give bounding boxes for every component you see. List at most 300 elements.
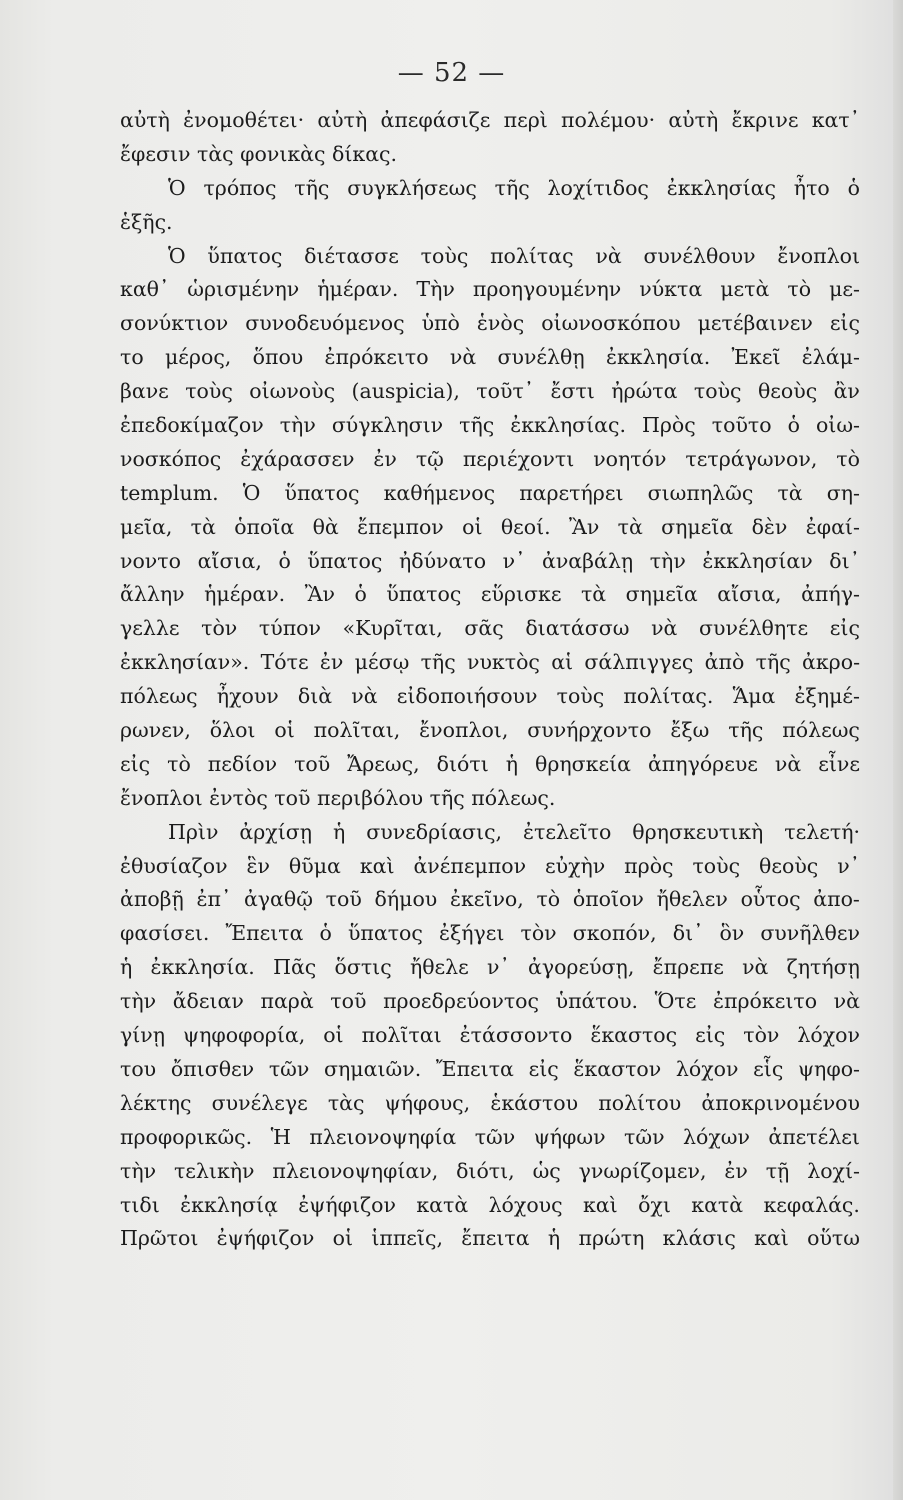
word: ἡμέραν. <box>317 277 399 302</box>
word: τὸν <box>201 616 238 641</box>
word: οὕτω <box>807 1226 860 1251</box>
word: γνωρίζομεν, <box>578 1158 707 1183</box>
word: σονύκτιον <box>120 311 229 336</box>
word: πρώτη <box>578 1226 645 1251</box>
word: Τὴν <box>416 277 455 302</box>
word: ἀπο- <box>813 887 860 912</box>
word: ψηφοφορία, <box>183 1023 306 1048</box>
word: αἱ <box>551 650 574 675</box>
word: ἐλάμ- <box>801 345 860 370</box>
word: ὡρισμένην <box>187 277 300 302</box>
word: περιέχοντι <box>462 446 575 471</box>
text-line <box>120 1019 860 1053</box>
word: ὅστις <box>334 955 392 980</box>
text-line <box>120 680 860 714</box>
word: τὸ <box>787 277 812 302</box>
word: σημεῖα <box>661 514 734 539</box>
text-line <box>120 714 860 748</box>
word: ἐκκλησίας <box>666 175 776 200</box>
word: εἰς <box>829 616 860 641</box>
text-line <box>120 273 860 307</box>
word: τοῦ <box>330 989 367 1014</box>
word: τὰ <box>580 582 607 607</box>
word: ψηφο- <box>797 1056 860 1081</box>
text-line <box>120 206 860 240</box>
word: ἡ <box>332 819 346 844</box>
word: τὴν <box>279 413 316 438</box>
word: τοῦ <box>294 751 331 776</box>
word: ὁ <box>847 175 860 200</box>
word: ψήφων <box>533 1124 606 1149</box>
word: Ὁ <box>168 243 186 268</box>
word: ἤθελεν <box>656 887 728 912</box>
word: νοητόν <box>593 446 667 471</box>
word: ἀγαθῷ <box>243 887 313 912</box>
word: ἐπρόκειτο <box>713 989 818 1014</box>
page-number: — 52 — <box>397 58 506 88</box>
word: ἐκεῖνο, <box>449 887 524 912</box>
text-line <box>120 443 860 477</box>
word: ψήφους, <box>384 1090 471 1115</box>
word: Ἄρεως, <box>347 751 420 776</box>
word: πολίτου <box>598 1090 682 1115</box>
word: τῆς <box>420 650 456 675</box>
word: τὴν <box>649 548 686 573</box>
word: με- <box>829 277 860 302</box>
line-text: ἔνοπλοι ἐντὸς τοῦ περιβόλου τῆς πόλεως. <box>120 785 556 810</box>
word: τῆς <box>294 175 330 200</box>
word: ἐκκλησίας. <box>510 413 626 438</box>
word: τῷ <box>415 446 444 471</box>
word: τοὺς <box>556 684 605 709</box>
word: ἀπετέλει <box>768 1124 860 1149</box>
word: κατὰ <box>691 1192 744 1217</box>
word: ὅπου <box>252 345 304 370</box>
word: ὁ <box>787 413 800 438</box>
word: ἐκκλησίαν <box>702 548 813 573</box>
word: ἦτο <box>793 175 830 200</box>
text-line <box>120 511 860 545</box>
word: Πᾶς <box>273 955 317 980</box>
word: σάλπιγγες <box>584 650 694 675</box>
word: τὸ <box>836 446 860 471</box>
word: Ὁ <box>168 175 186 200</box>
word: ὕπατος <box>307 548 383 573</box>
word: λοχί- <box>807 1158 860 1183</box>
word: γελλε <box>120 616 180 641</box>
word: ἐκκλησία. <box>150 955 255 980</box>
word: λόχους <box>488 1192 563 1217</box>
word: πλειονοψηφία <box>309 1124 457 1149</box>
word: πολῖται <box>361 1023 442 1048</box>
word: τὰ <box>777 480 803 505</box>
word: ν᾽ <box>487 955 510 980</box>
word: πολῖται, <box>313 718 401 743</box>
word: διὰ <box>297 684 333 709</box>
word: ἔκρινε <box>731 108 799 132</box>
word: «Κυρῖται, <box>342 616 443 641</box>
word: νυκτὸς <box>467 650 540 675</box>
word: τῶν <box>268 1056 310 1081</box>
word: ἐτάσσοντο <box>459 1023 573 1048</box>
word: ὑπὸ <box>421 311 460 336</box>
word: πόλεως <box>782 718 860 743</box>
line-text: ἑξῆς. <box>120 209 173 234</box>
word: κλάσις <box>662 1226 736 1251</box>
word: μετὰ <box>720 277 770 302</box>
word: ὁποῖα <box>234 514 295 539</box>
word: εἶνε <box>818 751 860 776</box>
word: τῇ <box>765 1158 790 1183</box>
word: διότι, <box>456 1158 515 1183</box>
word: διότι <box>436 751 489 776</box>
text-line <box>120 816 860 850</box>
word: Ἂν <box>304 582 335 607</box>
text-line <box>120 748 860 782</box>
word: μέσῳ <box>354 650 410 675</box>
word: καὶ <box>754 1226 789 1251</box>
word: ἔπειτα <box>461 1226 530 1251</box>
word: ὁ <box>354 582 367 607</box>
word: τὴν <box>120 989 157 1014</box>
word: κατ᾽ <box>811 108 860 132</box>
word: Πρὶν <box>168 819 219 844</box>
word: νοντο <box>120 548 181 573</box>
word: ἠδύνατο <box>398 548 487 573</box>
word: μέρος, <box>164 345 232 370</box>
word: σημεῖα <box>625 582 698 607</box>
word: ἐπεδοκίμαζον <box>120 413 264 438</box>
word: νὰ <box>351 684 378 709</box>
word: θεοὺς <box>757 379 818 404</box>
word: πολέμου· <box>561 108 656 132</box>
word: ὕπατος <box>386 582 462 607</box>
word: οἰω- <box>815 413 860 438</box>
word: συνέλεγε <box>211 1090 308 1115</box>
word: Ἔπειτα <box>225 921 304 946</box>
word: καθ᾽ <box>120 277 170 302</box>
word: λόχον <box>797 1023 860 1048</box>
word: Πρῶτοι <box>120 1226 199 1251</box>
word: παρὰ <box>260 989 314 1014</box>
word: ἐπρόκειτο <box>324 345 429 370</box>
word: Ἐκεῖ <box>731 345 781 370</box>
word: δι᾽ <box>672 921 704 946</box>
word: λέκτης <box>120 1090 192 1115</box>
word: ἦχουν <box>216 684 279 709</box>
word: ἓν <box>246 853 270 878</box>
text-line <box>120 850 860 884</box>
text-line <box>120 375 860 409</box>
word: ἑκάστου <box>490 1090 579 1115</box>
word: ἕκαστος <box>590 1023 678 1048</box>
word: νὰ <box>774 751 802 776</box>
word: συγκλήσεως <box>347 175 477 200</box>
word: νύκτα <box>639 277 703 302</box>
text-line <box>120 1155 860 1189</box>
text-line <box>120 104 860 138</box>
word: ἀποκρινομένου <box>701 1090 860 1115</box>
text-line <box>120 341 860 375</box>
word: ὕπατος <box>347 921 423 946</box>
word: νὰ <box>742 955 769 980</box>
word: λοχίτιδος <box>547 175 649 200</box>
word: ἄδειαν <box>172 989 244 1014</box>
word: ἡ <box>547 1226 561 1251</box>
word: ὁ <box>278 548 291 573</box>
word: ἀναβάλῃ <box>541 548 634 573</box>
word: ἤθελε <box>409 955 469 980</box>
word: ἄλλην <box>120 582 185 607</box>
word: ἐν <box>724 1158 748 1183</box>
text-line <box>120 1189 860 1223</box>
word: προφορικῶς. <box>120 1124 253 1149</box>
word: οἰωνοσκόπου <box>541 311 681 336</box>
word: ἔπεμπον <box>357 514 444 539</box>
word: ρωνεν, <box>120 718 191 743</box>
word: συνήρχοντο <box>527 718 652 743</box>
text-line <box>120 612 860 646</box>
word: θρησκευτικὴ <box>632 819 764 844</box>
word: τῆς <box>755 650 791 675</box>
word: Ἡ <box>270 1124 291 1149</box>
word: ἐξήγει <box>438 921 505 946</box>
word: ὅλοι <box>209 718 256 743</box>
page-edge <box>893 0 903 1500</box>
word: μεῖα, <box>120 514 173 539</box>
word: το <box>120 345 144 370</box>
word: του <box>120 1056 157 1081</box>
word: πρὸς <box>624 853 674 878</box>
word: ἑνὸς <box>476 311 525 336</box>
word: δι᾽ <box>829 548 860 573</box>
text-line <box>120 138 860 172</box>
word: πολίτας <box>490 243 574 268</box>
word: ἀρχίσῃ <box>239 819 313 844</box>
word: σιωπηλῶς <box>647 480 754 505</box>
word: διατάσσω <box>525 616 630 641</box>
text-line <box>120 477 860 511</box>
word: εἰδοποιήσουν <box>396 684 538 709</box>
word: σημαιῶν. <box>324 1056 422 1081</box>
word: ἀπήγ- <box>801 582 860 607</box>
word: ἕκαστον <box>573 1056 662 1081</box>
word: τὸ <box>167 751 191 776</box>
word: συνέλθῃ <box>497 345 585 370</box>
text-line <box>120 578 860 612</box>
line-text: ἔφεσιν τὰς φονικὰς δίκας. <box>120 141 398 166</box>
word: συνέλθουν <box>643 243 756 268</box>
word: εὐχὴν <box>545 853 606 878</box>
text-line <box>120 917 860 951</box>
word: νὰ <box>449 345 477 370</box>
word: καὶ <box>582 1192 618 1217</box>
word: αἴσια, <box>197 548 262 573</box>
word: ἐν <box>373 446 397 471</box>
word: δήμου <box>374 887 438 912</box>
word: νὰ <box>595 243 622 268</box>
word: ὕπατος <box>284 480 360 505</box>
word: πλειονοψηφίαν, <box>272 1158 439 1183</box>
word: ἐν <box>319 650 344 675</box>
word: τοῦ <box>325 887 362 912</box>
word: τῶν <box>474 1124 516 1149</box>
word: νὰ <box>651 616 678 641</box>
word: νὰ <box>833 989 860 1014</box>
word: τοὺς <box>692 853 741 878</box>
word: ὡς <box>532 1158 561 1183</box>
word: ἐκκλησίᾳ <box>180 1192 278 1217</box>
word: οἱ <box>332 1226 354 1251</box>
word: ὄπισθεν <box>170 1056 255 1081</box>
word: σκοπόν, <box>572 921 657 946</box>
word: ὁ <box>319 921 332 946</box>
word: ἱππεῖς, <box>371 1226 443 1251</box>
word: περὶ <box>503 108 548 132</box>
word: ἔνοπλοι, <box>419 718 509 743</box>
word: προεδρεύοντος <box>383 989 539 1014</box>
word: δὲν <box>751 514 788 539</box>
text-line <box>120 1053 860 1087</box>
word: λόχον <box>675 1056 739 1081</box>
word: Ἅμα <box>732 684 776 709</box>
word: φασίσει. <box>120 921 210 946</box>
word: Ἂν <box>569 514 600 539</box>
word: αὐτὴ <box>668 108 719 132</box>
word: ἐπ᾽ <box>196 887 232 912</box>
word: ζητήσῃ <box>786 955 860 980</box>
text-line <box>120 1121 860 1155</box>
word: ἔνοπλοι <box>777 243 860 268</box>
word: ἔπρεπε <box>652 955 724 980</box>
word: ἀνέπεμπον <box>413 853 527 878</box>
word: παρετήρει <box>519 480 624 505</box>
word: ἡμέραν. <box>204 582 286 607</box>
word: τὴν <box>120 1158 157 1183</box>
word: γίνῃ <box>120 1023 166 1048</box>
word: ἀπεφάσιζε <box>380 108 491 132</box>
word: συνέλθητε <box>699 616 809 641</box>
word: συνῆλθεν <box>760 921 860 946</box>
word: συνοδευόμενος <box>245 311 405 336</box>
word: τύπον <box>258 616 321 641</box>
word: ὃν <box>719 921 745 946</box>
text-line <box>120 782 860 816</box>
word: σᾶς <box>464 616 504 641</box>
text-line <box>120 545 860 579</box>
word: τοῦτ᾽ <box>476 379 535 404</box>
word: πεδίον <box>207 751 278 776</box>
word: αὐτὴ <box>317 108 368 132</box>
word: ἐχάρασσεν <box>240 446 355 471</box>
word: ἠρώτα <box>611 379 678 404</box>
word: θὰ <box>312 514 339 539</box>
word: βανε <box>120 379 169 404</box>
word: ἐθυσίαζον <box>120 853 228 878</box>
text-line <box>120 951 860 985</box>
word: τῶν <box>624 1124 665 1149</box>
word: τελετή· <box>784 819 860 844</box>
word: ἐτελεῖτο <box>523 819 612 844</box>
text-line <box>120 883 860 917</box>
word: ὄχι <box>638 1192 671 1217</box>
text-line <box>120 307 860 341</box>
word: διέτασσε <box>304 243 399 268</box>
text-line <box>120 1222 860 1256</box>
text-line <box>120 985 860 1019</box>
word: κατὰ <box>416 1192 469 1217</box>
body-text <box>120 104 860 1256</box>
word: λόχων <box>682 1124 750 1149</box>
word: templum. <box>120 480 219 505</box>
word: εἰς <box>829 311 860 336</box>
word: πολίτας. <box>623 684 714 709</box>
word: τοὺς <box>185 379 233 404</box>
word: τελικὴν <box>173 1158 255 1183</box>
word: Τότε <box>260 650 309 675</box>
word: (auspicia), <box>351 379 460 404</box>
text-line <box>120 172 860 206</box>
word: θρησκεία <box>535 751 631 776</box>
word: αὐτὴ <box>120 108 170 132</box>
word: Ἔπειτα <box>435 1056 514 1081</box>
word: εἰς <box>695 1023 726 1048</box>
word: οἱ <box>274 718 295 743</box>
word: αἴσια, <box>717 582 782 607</box>
word: ἐκκλησία. <box>605 345 711 370</box>
word: τὸ <box>536 887 561 912</box>
word: εἰς <box>528 1056 559 1081</box>
word: θεοὺς <box>759 853 819 878</box>
word: ὁποῖον <box>572 887 644 912</box>
word: τετράγωνον, <box>685 446 818 471</box>
word: μετέβαινεν <box>697 311 813 336</box>
word: τρόπος <box>203 175 277 200</box>
word: κεφαλάς. <box>763 1192 860 1217</box>
word: τοὺς <box>693 379 742 404</box>
word: καθήμενος <box>383 480 496 505</box>
text-line <box>120 409 860 443</box>
word: εὕρισκε <box>480 582 562 607</box>
word: τὸν <box>520 921 557 946</box>
word: τῆς <box>459 413 495 438</box>
word: ἡ <box>120 955 133 980</box>
word: ν᾽ <box>837 853 860 878</box>
word: οὗτος <box>740 887 801 912</box>
text-line <box>120 240 860 274</box>
word: ἐκκλησίαν». <box>120 650 250 675</box>
word: ἐφαί- <box>805 514 860 539</box>
word: οἱ <box>323 1023 344 1048</box>
word: εἷς <box>753 1056 784 1081</box>
word: συνεδρίασις, <box>366 819 503 844</box>
word: ἀκρο- <box>802 650 860 675</box>
word: ἀπὸ <box>704 650 745 675</box>
word: τοῦτο <box>711 413 772 438</box>
word: θῦμα <box>288 853 341 878</box>
word: τιδι <box>120 1192 160 1217</box>
word: ἡ <box>505 751 519 776</box>
word: ἐψήφιζον <box>216 1226 315 1251</box>
word: ἔξω <box>670 718 710 743</box>
word: ἀποβῇ <box>120 887 184 912</box>
word: ἀπηγόρευε <box>647 751 758 776</box>
word: τὸν <box>743 1023 780 1048</box>
word: τὰ <box>617 514 643 539</box>
word: θεοί. <box>500 514 551 539</box>
word: τῆς <box>494 175 530 200</box>
word: ἐψήφιζον <box>298 1192 396 1217</box>
